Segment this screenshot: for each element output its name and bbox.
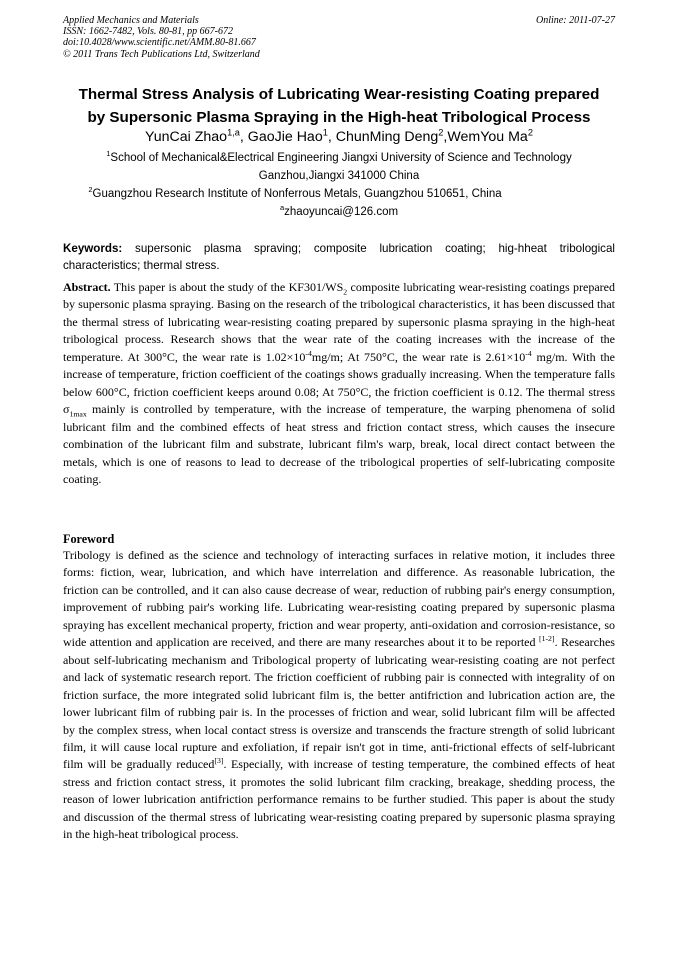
citation-3[interactable]: [3] <box>214 756 224 766</box>
journal-name: Applied Mechanics and Materials <box>63 15 199 26</box>
author-affiliation-mark: 1 <box>322 127 328 138</box>
author-list <box>63 127 615 147</box>
affiliation-mark: 2 <box>88 185 93 195</box>
abstract-label: Abstract. <box>63 280 111 294</box>
author-separator: , <box>239 129 248 145</box>
author-affiliation-mark: 1,a <box>227 127 240 138</box>
foreword-paragraph: Tribology is defined as the science and technology of interacting surfaces in relative motion, it includes three forms: fiction, wear, lubrication, and which have interrelation and difference. As reasonable lubrication, the friction can be controlled, and it can also cause decrease of wear, reduction of rubbing pair's energy consumption, improvement of rubbing pair's working life. Lubricating wear-resisting coating prepared by supersonic plasma spraying has excellent mechanical property, friction and wear property, anti-oxidation and corrosion-resistance, so wide attention and application are received, and there are many researches about it to be reported [1-2]. Researches about self-lubricating mechanism and Tribological property of lubricating wear-resisting coating are not perfect and lack of systematic research report. The friction coefficient of rubbing pair is connected with integrality of on friction surface, the more integrated solid lubricant film is, the better antifriction and lubrication action are, the lower lubricant film of rubbing pair is. In the processes of friction and wear, solid lubricant film will be affected by the complex stress, when local contact stress is oversize and transcends the fracture strength of solid lubricant film, it will cause local rupture and exfoliation, if repair isn't got in time, anti-frictional effects of self-lubricant film will be gradually reduced[3]. Especially, with increase of testing temperature, the combined effects of heat stress and friction contact stress, it promotes the solid lubricant film cracking, breakage, shedding process, the reason of lower lubrication antifriction performance remains to be further studied. This paper is about the study and discussion of the thermal stress of lubricating wear-resisting coating prepared by supersonic plasma spraying in the high-heat tribological process. <box>63 548 615 842</box>
citation-1-2[interactable]: [1-2] <box>538 634 555 644</box>
keywords <box>63 240 615 274</box>
title-line-1: Thermal Stress Analysis of Lubricating Wear-resisting Coating prepared <box>78 86 600 103</box>
title-line-2: by Supersonic Plasma Spraying in the High-heat Tribological Process <box>87 109 591 126</box>
doi-line[interactable]: doi:10.4028/www.scientific.net/AMM.80-81.667 <box>63 37 256 49</box>
affiliation-1 <box>63 149 615 185</box>
email-line <box>63 203 615 221</box>
author-name: WemYou Ma <box>447 129 528 145</box>
keywords-label: Keywords: <box>63 242 123 255</box>
author-name: YunCai Zhao <box>145 129 228 145</box>
journal-header <box>63 15 443 60</box>
affiliation-1-line-1: $^1$School of Mechanical&Electrical Engineering Jiangxi University of Science and Technology <box>106 149 572 164</box>
keywords-text: supersonic plasma spraving; composite lubrication coating; hig-hheat tribological characteristics; thermal stress. <box>63 242 615 272</box>
author-affiliation-mark: 2 <box>527 127 533 138</box>
affiliation-mark: 1 <box>106 149 111 159</box>
section-heading-foreword: Foreword <box>63 532 115 546</box>
author-separator: , <box>327 129 336 145</box>
affiliation-1-line-2: Ganzhou,Jiangxi 341000 China <box>258 170 420 182</box>
copyright-line: © 2011 Trans Tech Publications Ltd, Switzerland <box>63 48 260 60</box>
paper-title <box>63 83 615 129</box>
author-email[interactable]: zhaoyuncai@126.com <box>284 206 399 218</box>
author-name: GaoJie Hao <box>247 129 323 145</box>
email-mark: a <box>279 203 285 213</box>
abstract: Abstract. This paper is about the study of the $KF301/WS_2$ composite lubricating wear-resisting coatings prepared by supersonic plasma spraying. Basing on the research of the tribological characteristics, it has been discussed that the thermal stress of lubricating wear-resisting coating prepared by supersonic plasma spraying in the high-heat tribological process. Research shows that the wear rate of the coating increases with the increase of the temperature. At 300°C, the wear rate is $1.02\times 10^{-4}mg/m$; At 750°C, the wear rate is $2.61\times 10^{-4}$ mg/m. With the increase of temperature, friction coefficient of the coatings shows gradually increasing. When the temperature falls below 600°C, friction coefficient keeps around 0.08; At 750°C, the friction coefficient is 0.12. The thermal stress $\sigma_{1max}$ mainly is controlled by temperature, with the increase of temperature, the warping phenomena of solid lubricant film and the combined effects of heat stress and friction contact stress, which causes the insecure combination of the lubricant film and substrate, lubricant film's warp, break, local direct contact between the metals, which is one of reasons to lead to decrease of the tribological properties of self-lubricating composite coating. <box>63 280 615 486</box>
affiliation-2: $^2$Guangzhou Research Institute of Nonferrous Metals, Guangzhou 510651, China <box>88 185 502 200</box>
online-date: Online: 2011-07-27 <box>536 15 615 26</box>
author-name: ChunMing Deng <box>335 129 439 145</box>
author-separator: , <box>443 129 448 145</box>
issn-line: ISSN: 1662-7482, Vols. 80-81, pp 667-672 <box>63 26 233 38</box>
author-affiliation-mark: 2 <box>438 127 444 138</box>
